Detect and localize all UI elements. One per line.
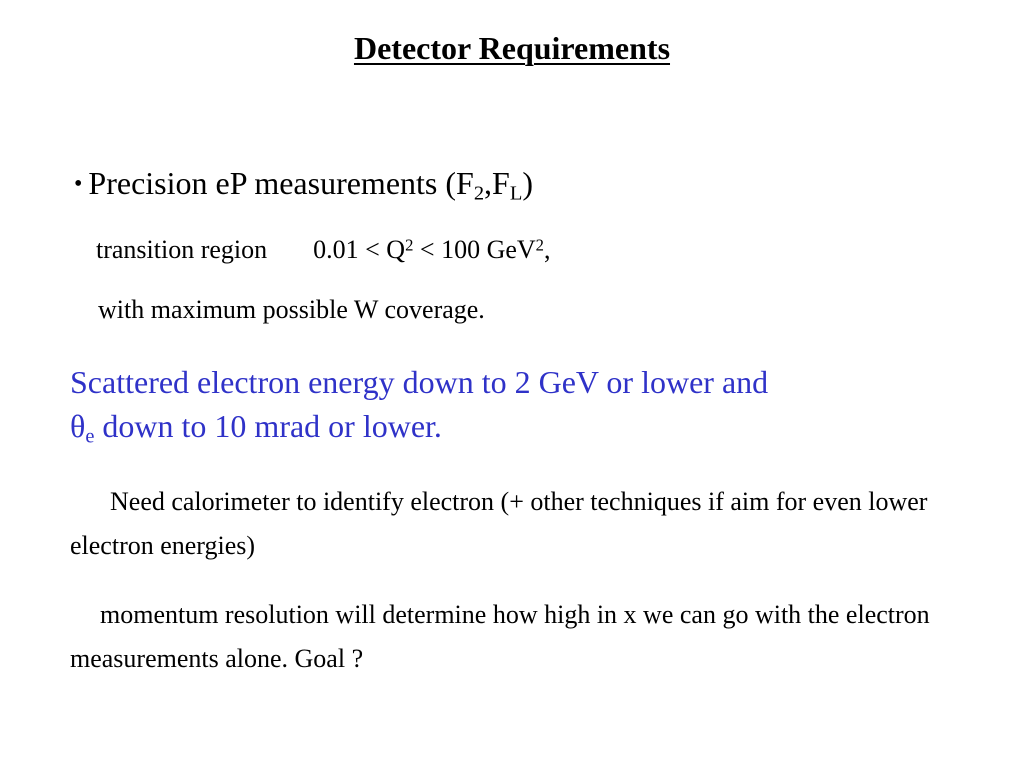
q2-range-start: 0.01 < Q	[313, 235, 406, 264]
bullet-subscript-l: L	[509, 182, 523, 205]
transition-region-line	[96, 235, 550, 265]
transition-label: transition region	[96, 235, 268, 264]
slide-title: Detector Requirements	[353, 30, 671, 66]
scattered-electron-requirement	[70, 360, 768, 448]
bullet-text: Precision eP measurements (F	[88, 165, 474, 201]
bullet-dot: •	[74, 171, 83, 197]
w-coverage-line: with maximum possible W coverage.	[98, 295, 485, 324]
bullet-comma: ,F	[484, 165, 510, 201]
scattered-electron-line-1: Scattered electron energy down to 2 GeV or lower and	[70, 364, 769, 400]
scattered-electron-line-2	[70, 404, 768, 448]
mrad-text: down to 10 mrad or lower.	[94, 408, 442, 444]
bullet-precision-measurements	[74, 165, 534, 205]
momentum-resolution-paragraph: momentum resolution will determine how high in x we can go with the electron measurements alone. Goal ?	[70, 600, 930, 673]
bullet-subscript-2: 2	[473, 182, 485, 205]
transition-tail: ,	[543, 235, 551, 264]
theta-subscript-e: e	[85, 425, 95, 448]
gev-superscript: 2	[535, 235, 544, 255]
q-superscript: 2	[405, 235, 414, 255]
bullet-close-paren: )	[522, 165, 534, 201]
q2-range-end: < 100 GeV	[413, 235, 536, 264]
calorimeter-paragraph: Need calorimeter to identify electron (+ other techniques if aim for even lower electron energies)	[70, 487, 928, 560]
theta-symbol: θ	[70, 408, 86, 444]
